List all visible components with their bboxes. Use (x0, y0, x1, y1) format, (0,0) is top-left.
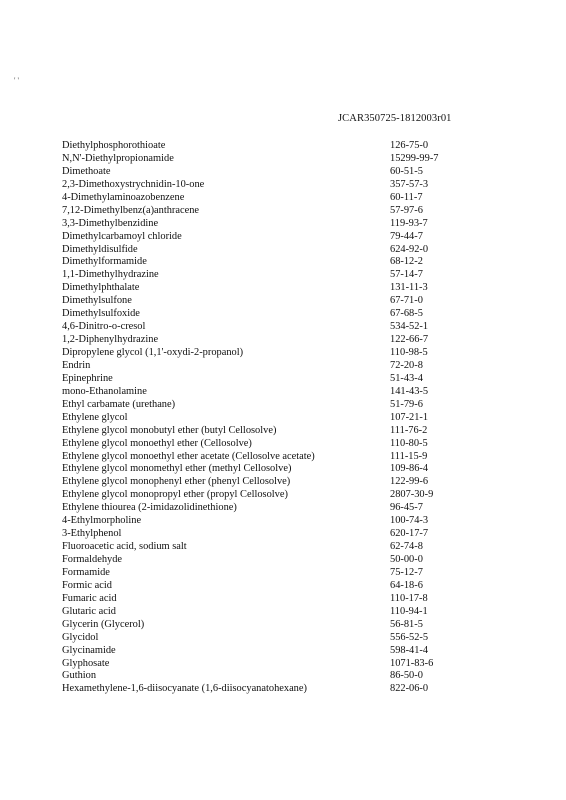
chemical-name: Dipropylene glycol (1,1'-oxydi-2-propanol) (62, 347, 244, 358)
chemical-name: Glycidol (62, 631, 99, 643)
chemical-row (62, 463, 482, 476)
cas-number: 556-52-5 (390, 631, 429, 643)
cas-number: 57-97-6 (390, 204, 423, 216)
chemical-row (62, 231, 482, 244)
cas-number: 64-18-6 (390, 579, 423, 591)
chemical-row (62, 192, 482, 205)
chemical-name: Glycinamide (62, 644, 116, 656)
cas-number: 67-71-0 (390, 295, 423, 307)
cas-number: 126-75-0 (390, 140, 429, 151)
chemical-row (62, 658, 482, 671)
chemical-row (62, 153, 482, 166)
cas-number: 598-41-4 (390, 644, 429, 656)
chemical-row (62, 205, 482, 218)
chemical-row (62, 425, 482, 438)
cas-number: 86-50-0 (390, 670, 423, 682)
cas-number: 620-17-7 (390, 528, 429, 540)
chemical-row (62, 554, 482, 567)
chemical-row (62, 140, 482, 153)
cas-number: 50-00-0 (390, 554, 423, 565)
chemical-row (62, 619, 482, 632)
cas-number: 107-21-1 (390, 411, 429, 423)
chemical-row (62, 218, 482, 231)
cas-number: 111-15-9 (390, 450, 428, 462)
chemical-name: Fluoroacetic acid, sodium salt (62, 541, 187, 553)
cas-number: 2807-30-9 (390, 489, 434, 501)
chemical-row (62, 166, 482, 179)
cas-number: 72-20-8 (390, 359, 423, 371)
chemical-name: Ethyl carbamate (urethane) (62, 398, 176, 410)
chemical-name: Endrin (62, 359, 91, 371)
chemical-name: 2,3-Dimethoxystrychnidin-10-one (62, 178, 205, 190)
chemical-name: Guthion (62, 670, 97, 682)
chemical-name: Formamide (62, 566, 110, 578)
chemical-row (62, 373, 482, 386)
cas-number: 68-12-2 (390, 256, 423, 268)
chemical-name: Formic acid (62, 579, 112, 591)
cas-number: 119-93-7 (390, 217, 428, 229)
cas-number: 109-86-4 (390, 463, 429, 475)
chemical-name: Glycerin (Glycerol) (62, 618, 145, 630)
chemical-row (62, 399, 482, 412)
chemical-name: 7,12-Dimethylbenz(a)anthracene (62, 204, 200, 216)
cas-number: 57-14-7 (390, 269, 423, 281)
chemical-row (62, 308, 482, 321)
chemical-row (62, 451, 482, 464)
chemical-name: Diethylphosphorothioate (62, 140, 166, 151)
chemical-row (62, 476, 482, 489)
chemical-row (62, 593, 482, 606)
cas-number: 79-44-7 (390, 230, 423, 242)
chemical-name: Dimethyldisulfide (62, 243, 138, 255)
chemical-row (62, 282, 482, 295)
cas-number: 60-11-7 (390, 191, 423, 203)
chemical-row (62, 489, 482, 502)
chemical-name: Dimethylformamide (62, 256, 147, 268)
cas-number: 110-98-5 (390, 347, 428, 358)
chemical-row (62, 515, 482, 528)
chemical-name: Ethylene glycol monopropyl ether (propyl Cellosolve) (62, 489, 288, 501)
chemical-name: Formaldehyde (62, 554, 123, 565)
chemical-row (62, 645, 482, 658)
cas-number: 122-66-7 (390, 334, 429, 346)
chemical-row (62, 256, 482, 269)
chemical-name: 4-Ethylmorpholine (62, 515, 142, 527)
cas-number: 111-76-2 (390, 424, 428, 436)
chemical-name: Ethylene glycol monophenyl ether (phenyl Cellosolve) (62, 476, 291, 488)
cas-number: 110-94-1 (390, 605, 428, 617)
chemical-name: Ethylene thiourea (2-imidazolidinethione) (62, 502, 237, 514)
chemical-name: Ethylene glycol monoethyl ether (Cellosolve) (62, 437, 252, 449)
scan-marks: ' ' (14, 76, 19, 85)
chemical-name: N,N'-Diethylpropionamide (62, 152, 174, 164)
cas-number: 62-74-8 (390, 541, 423, 553)
chemical-row (62, 244, 482, 257)
cas-number: 110-17-8 (390, 592, 428, 604)
cas-number: 75-12-7 (390, 566, 423, 578)
chemical-name: Ethylene glycol monobutyl ether (butyl Cellosolve) (62, 424, 277, 436)
chemical-row (62, 321, 482, 334)
document-id: JCAR350725-1812003r01 (338, 113, 452, 124)
chemical-row (62, 179, 482, 192)
chemical-row (62, 438, 482, 451)
cas-number: 100-74-3 (390, 515, 429, 527)
cas-number: 624-92-0 (390, 243, 429, 255)
cas-number: 1071-83-6 (390, 657, 434, 669)
chemical-row (62, 360, 482, 373)
chemical-name: Dimethoate (62, 165, 111, 177)
chemical-row (62, 295, 482, 308)
chemical-name: 4,6-Dinitro-o-cresol (62, 321, 146, 333)
chemical-name: Ethylene glycol monoethyl ether acetate (Cellosolve acetate) (62, 450, 315, 462)
chemical-name: 1,1-Dimethylhydrazine (62, 269, 159, 281)
chemical-row (62, 412, 482, 425)
cas-number: 141-43-5 (390, 385, 429, 397)
chemical-name: 4-Dimethylaminoazobenzene (62, 191, 185, 203)
cas-number: 96-45-7 (390, 502, 423, 514)
chemical-row (62, 528, 482, 541)
chemical-name: Epinephrine (62, 372, 113, 384)
chemical-name: Dimethylsulfoxide (62, 308, 140, 320)
chemical-row (62, 269, 482, 282)
chemical-name: Glyphosate (62, 657, 110, 669)
chemical-row (62, 541, 482, 554)
chemical-name: Dimethylcarbamoyl chloride (62, 230, 182, 242)
chemical-name: 1,2-Diphenylhydrazine (62, 334, 159, 346)
chemical-name: 3-Ethylphenol (62, 528, 122, 540)
chemical-name: Dimethylsulfone (62, 295, 132, 307)
chemical-name: Fumaric acid (62, 592, 117, 604)
chemical-name: Ethylene glycol monomethyl ether (methyl Cellosolve) (62, 463, 292, 475)
chemical-row (62, 606, 482, 619)
chemical-name: Ethylene glycol (62, 411, 128, 423)
chemical-row (62, 502, 482, 515)
cas-number: 122-99-6 (390, 476, 429, 488)
chemical-row (62, 386, 482, 399)
cas-number: 110-80-5 (390, 437, 428, 449)
cas-number: 822-06-0 (390, 683, 429, 695)
cas-number: 357-57-3 (390, 178, 429, 190)
chemical-row (62, 567, 482, 580)
chemical-row (62, 347, 482, 360)
chemical-name: Glutaric acid (62, 605, 116, 617)
cas-number: 131-11-3 (390, 282, 428, 294)
cas-number: 534-52-1 (390, 321, 429, 333)
cas-number: 51-43-4 (390, 372, 423, 384)
cas-number: 15299-99-7 (390, 152, 439, 164)
cas-number: 51-79-6 (390, 398, 423, 410)
cas-number: 67-68-5 (390, 308, 423, 320)
chemical-row (62, 670, 482, 683)
chemical-row (62, 580, 482, 593)
chemical-name: mono-Ethanolamine (62, 385, 147, 397)
cas-number: 60-51-5 (390, 165, 423, 177)
chemical-row (62, 334, 482, 347)
chemical-list (62, 140, 482, 696)
chemical-name: 3,3-Dimethylbenzidine (62, 217, 159, 229)
chemical-row (62, 683, 482, 696)
chemical-row (62, 632, 482, 645)
chemical-name: Dimethylphthalate (62, 282, 140, 294)
chemical-name: Hexamethylene-1,6-diisocyanate (1,6-diisocyanatohexane) (62, 683, 307, 695)
cas-number: 56-81-5 (390, 618, 423, 630)
